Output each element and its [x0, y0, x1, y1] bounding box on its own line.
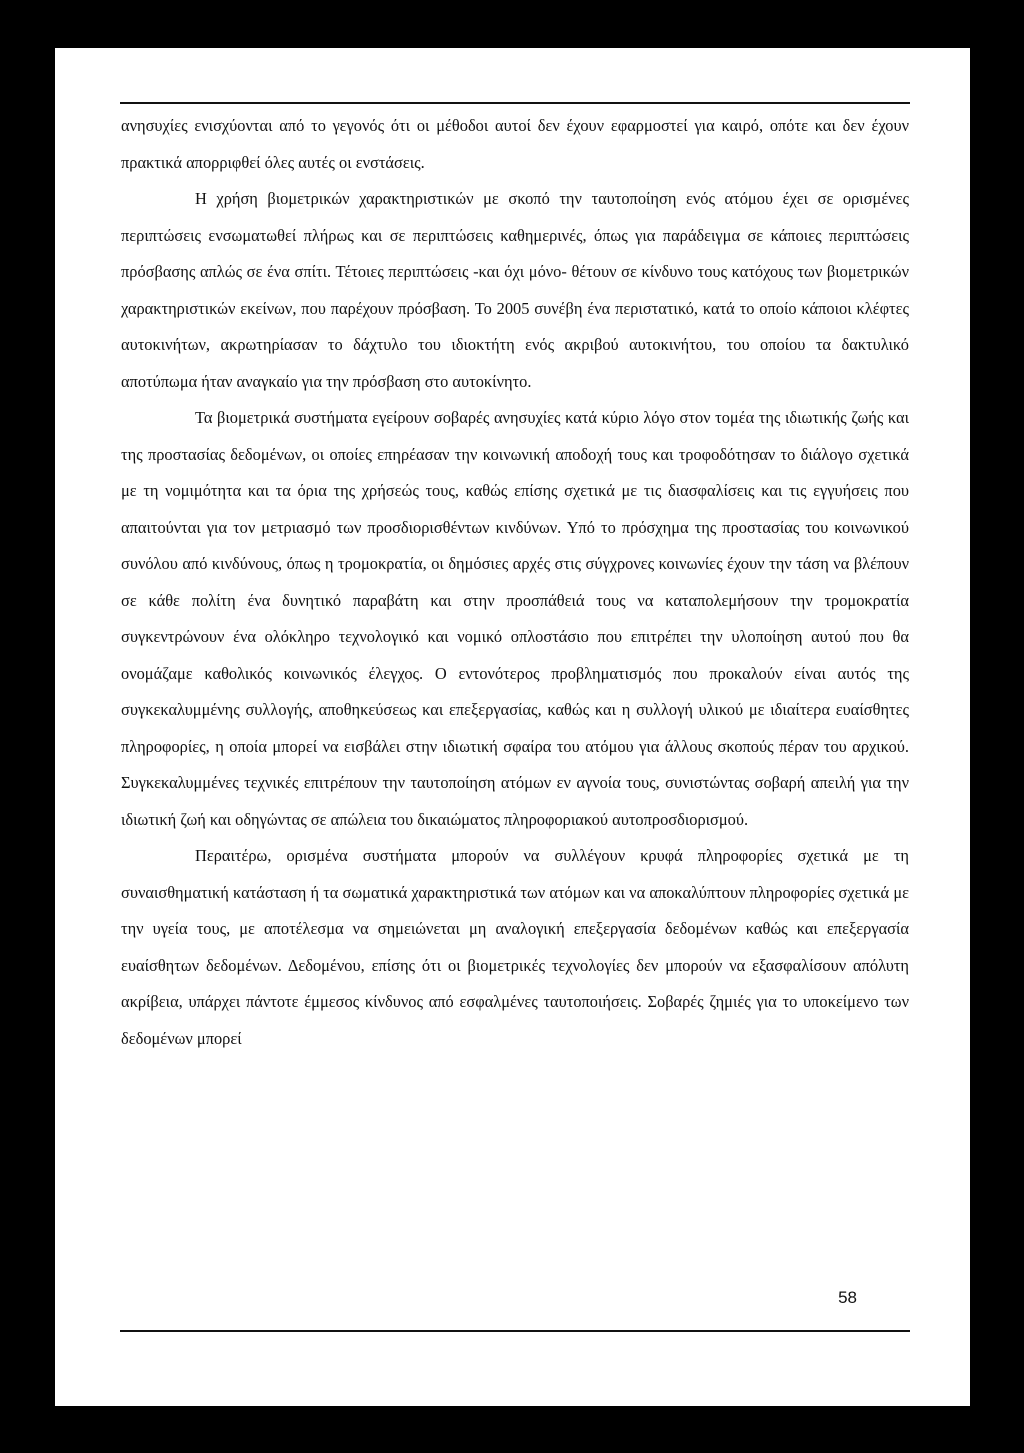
footer-rule	[120, 1330, 910, 1332]
paragraph-hidden-collection: Περαιτέρω, ορισμένα συστήματα μπορούν να συλλέγουν κρυφά πληροφορίες σχετικά με τη συναισθηματική κατάσταση ή τα σωματικά χαρακτηριστικά των ατόμων και να αποκαλύπτουν πληροφορίες σχετικά με την υγεία τους, με αποτέλεσμα να σημειώνεται μη αναλογική επεξεργασία δεδομένων καθώς και επεξεργασία ευαίσθητων δεδομένων. Δεδομένου, επίσης ότι οι βιομετρικές τεχνολογίες δεν μπορούν να εξασφαλίσουν απόλυτη ακρίβεια, υπάρχει πάντοτε έμμεσος κίνδυνος από εσφαλμένες ταυτοποιήσεις. Σοβαρές ζημιές για το υποκείμενο των δεδομένων μπορεί	[121, 846, 909, 1048]
document-page	[55, 48, 970, 1406]
page-number: 58	[838, 1288, 857, 1307]
paragraph-continuation: ανησυχίες ενισχύονται από το γεγονός ότι οι μέθοδοι αυτοί δεν έχουν εφαρμοστεί για καιρό, οπότε και δεν έχουν πρακτικά απορριφθεί όλες αυτές οι ενστάσεις.	[121, 116, 909, 172]
paragraph-biometric-use: Η χρήση βιομετρικών χαρακτηριστικών με σκοπό την ταυτοποίηση ενός ατόμου έχει σε ορισμένες περιπτώσεις ενσωματωθεί πλήρως και σε περιπτώσεις καθημερινές, όπως για παράδειγμα σε κάποιες περιπτώσεις πρόσβασης απλώς σε ένα σπίτι. Τέτοιες περιπτώσεις -και όχι μόνο- θέτουν σε κίνδυνο τους κατόχους των βιομετρικών χαρακτηριστικών εκείνων, που παρέχουν πρόσβαση. Το 2005 συνέβη ένα περιστατικό, κατά το οποίο κάποιοι κλέφτες αυτοκινήτων, ακρωτηρίασαν το δάχτυλο του ιδιοκτήτη ενός ακριβού αυτοκινήτου, του οποίου τα δακτυλικό αποτύπωμα ήταν αναγκαίο για την πρόσβαση στο αυτοκίνητο.	[121, 189, 909, 391]
header-rule	[120, 102, 910, 104]
paragraph-privacy-concerns: Τα βιομετρικά συστήματα εγείρουν σοβαρές ανησυχίες κατά κύριο λόγο στον τομέα της ιδιωτικής ζωής και της προστασίας δεδομένων, οι οποίες επηρέασαν την κοινωνική αποδοχή τους και τροφοδότησαν το διάλογο σχετικά με τη νομιμότητα και τα όρια της χρήσεώς τους, καθώς επίσης σχετικά με τις διασφαλίσεις και τις εγγυήσεις που απαιτούνται για τον μετριασμό των προσδιορισθέντων κινδύνων. Υπό το πρόσχημα της προστασίας του κοινωνικού συνόλου από κινδύνους, όπως η τρομοκρατία, οι δημόσιες αρχές στις σύγχρονες κοινωνίες έχουν την τάση να βλέπουν σε κάθε πολίτη ένα δυνητικό παραβάτη και στην προσπάθειά τους να καταπολεμήσουν την τρομοκρατία συγκεντρώνουν ένα ολόκληρο τεχνολογικό και νομικό οπλοστάσιο που επιτρέπει την υλοποίηση αυτού που θα ονομάζαμε καθολικός κοινωνικός έλεγχος. Ο εντονότερος προβληματισμός που προκαλούν είναι αυτός της συγκεκαλυμμένης συλλογής, αποθηκεύσεως και επεξεργασίας, καθώς και η συλλογή υλικού με ιδιαίτερα ευαίσθητες πληροφορίες, η οποία μπορεί να εισβάλει στην ιδιωτική σφαίρα του ατόμου για άλλους σκοπούς πέραν του αρχικού. Συγκεκαλυμμένες τεχνικές επιτρέπουν την ταυτοποίηση ατόμων εν αγνοία τους, συνιστώντας σοβαρή απειλή για την ιδιωτική ζωή και οδηγώντας σε απώλεια του δικαιώματος πληροφοριακού αυτοπροσδιορισμού.	[121, 408, 909, 829]
body-text	[121, 108, 909, 1057]
